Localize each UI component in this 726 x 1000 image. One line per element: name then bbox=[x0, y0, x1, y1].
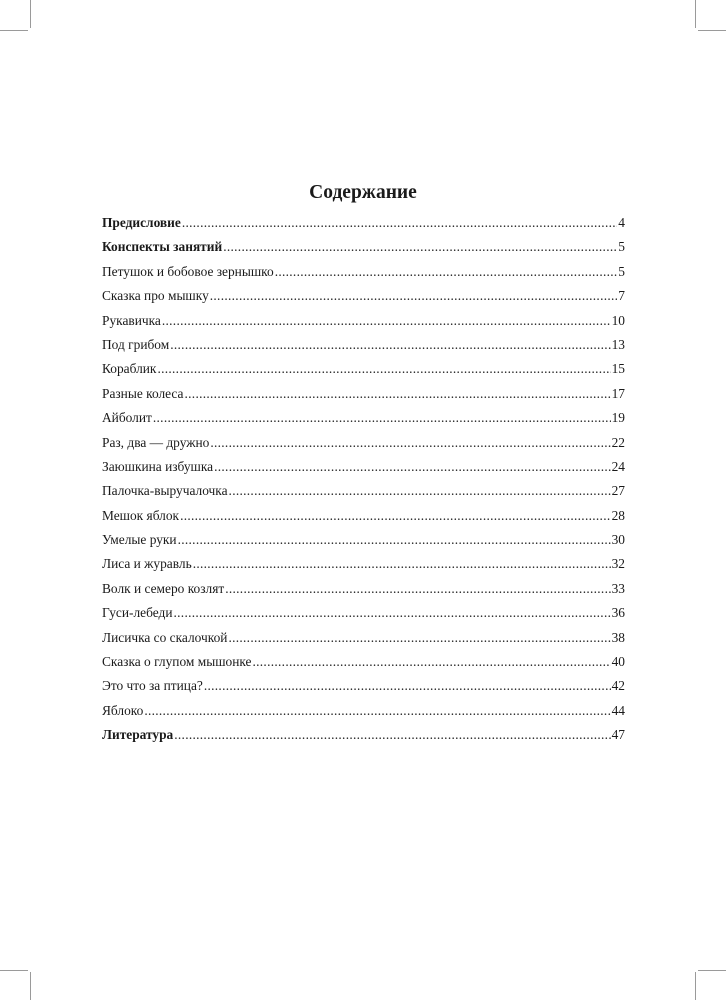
dot-leader bbox=[210, 431, 610, 455]
dot-leader bbox=[153, 406, 611, 430]
dot-leader bbox=[275, 260, 618, 284]
toc-entry-title: Петушок и бобовое зернышко bbox=[102, 263, 274, 279]
toc-entry[interactable] bbox=[102, 431, 625, 455]
toc-entry-title: Это что за птица? bbox=[102, 678, 203, 694]
toc-entry-page-number: 17 bbox=[611, 385, 625, 401]
toc-entry-page-number: 5 bbox=[618, 263, 625, 279]
toc-entry-page-number: 33 bbox=[611, 580, 625, 596]
dot-leader bbox=[225, 577, 610, 601]
toc-entry[interactable] bbox=[102, 455, 625, 479]
toc-entry-title: Лисичка со скалочкой bbox=[102, 629, 228, 645]
toc-entry-title: Рукавичка bbox=[102, 312, 161, 328]
toc-entry-title: Предисловие bbox=[102, 215, 181, 230]
toc-entry-page-number: 7 bbox=[618, 288, 625, 304]
toc-entry[interactable] bbox=[102, 309, 625, 333]
toc-entry[interactable] bbox=[102, 235, 625, 259]
toc-entry-title: Яблоко bbox=[102, 702, 144, 718]
toc-entry-page-number: 27 bbox=[611, 483, 625, 499]
toc-entry-title: Литература bbox=[102, 727, 174, 743]
toc-entry-page-number: 47 bbox=[611, 727, 625, 743]
toc-entry-title: Заюшкина избушка bbox=[102, 458, 214, 474]
dot-leader bbox=[193, 552, 611, 576]
toc-entry[interactable] bbox=[102, 626, 625, 650]
crop-mark-top-right-h bbox=[698, 30, 726, 31]
dot-leader bbox=[214, 455, 611, 479]
toc-entry[interactable] bbox=[102, 260, 625, 284]
dot-leader bbox=[144, 699, 610, 723]
toc-entry-page-number: 22 bbox=[611, 434, 625, 450]
toc-entry[interactable] bbox=[102, 577, 625, 601]
page-title: Содержание bbox=[309, 182, 417, 204]
toc-entry-page-number: 38 bbox=[611, 629, 625, 645]
dot-leader bbox=[185, 382, 611, 406]
dot-leader bbox=[229, 479, 611, 503]
toc-entry-title: Лиса и журавль bbox=[102, 556, 192, 572]
toc-entry-title: Разные колеса bbox=[102, 385, 184, 401]
dot-leader bbox=[174, 723, 610, 747]
toc-entry-page-number: 36 bbox=[611, 605, 625, 621]
toc-entry-page-number: 30 bbox=[611, 532, 625, 548]
dot-leader bbox=[157, 357, 610, 381]
toc-entry[interactable] bbox=[102, 650, 625, 674]
dot-leader bbox=[223, 235, 617, 259]
crop-mark-bottom-right-h bbox=[698, 970, 726, 971]
crop-mark-bottom-left-h bbox=[0, 970, 28, 971]
toc-entry[interactable] bbox=[102, 406, 625, 430]
toc-entry[interactable] bbox=[102, 674, 625, 698]
toc-entry[interactable] bbox=[102, 552, 625, 576]
toc-entry[interactable] bbox=[102, 479, 625, 503]
toc-entry[interactable] bbox=[102, 284, 625, 308]
toc-entry-title: Умелые руки bbox=[102, 532, 177, 548]
toc-entry[interactable] bbox=[102, 601, 625, 625]
table-of-contents bbox=[102, 211, 625, 748]
toc-entry[interactable] bbox=[102, 504, 625, 528]
crop-mark-top-right bbox=[695, 0, 696, 28]
toc-entry[interactable] bbox=[102, 699, 625, 723]
dot-leader bbox=[174, 601, 611, 625]
crop-mark-bottom-right bbox=[695, 972, 696, 1000]
toc-entry-page-number: 40 bbox=[611, 654, 625, 670]
toc-entry-title: Сказка о глупом мышонке bbox=[102, 654, 252, 670]
toc-entry-page-number: 28 bbox=[611, 507, 625, 523]
dot-leader bbox=[228, 626, 610, 650]
crop-mark-top-left-h bbox=[0, 30, 28, 31]
crop-mark-bottom-left bbox=[30, 972, 31, 1000]
toc-entry-page-number: 19 bbox=[611, 410, 625, 426]
toc-entry-page-number: 42 bbox=[611, 678, 625, 694]
toc-entry-page-number: 32 bbox=[611, 556, 625, 572]
toc-entry-title: Под грибом bbox=[102, 336, 170, 352]
toc-entry-title: Конспекты занятий bbox=[102, 239, 223, 255]
toc-entry-title: Айболит bbox=[102, 410, 152, 426]
dot-leader bbox=[210, 284, 618, 308]
dot-leader bbox=[162, 309, 611, 333]
crop-mark-top-left bbox=[30, 0, 31, 28]
dot-leader bbox=[252, 650, 610, 674]
toc-entry-title: Раз, два — дружно bbox=[102, 434, 210, 450]
dot-leader bbox=[182, 211, 617, 235]
toc-entry[interactable] bbox=[102, 357, 625, 381]
toc-entry-title: Сказка про мышку bbox=[102, 288, 209, 304]
toc-entry[interactable] bbox=[102, 211, 625, 235]
toc-entry-title: Мешок яблок bbox=[102, 507, 180, 523]
toc-entry[interactable] bbox=[102, 528, 625, 552]
toc-entry-title: Гуси-лебеди bbox=[102, 605, 173, 621]
toc-entry-page-number: 10 bbox=[611, 312, 625, 328]
toc-entry-page-number: 13 bbox=[611, 336, 625, 352]
toc-entry-title: Палочка-выручалочка bbox=[102, 483, 228, 499]
dot-leader bbox=[180, 504, 611, 528]
toc-entry-title: Кораблик bbox=[102, 361, 157, 377]
toc-entry-page-number: 4 bbox=[618, 215, 625, 230]
toc-entry-page-number: 5 bbox=[618, 239, 625, 255]
toc-entry-title: Волк и семеро козлят bbox=[102, 580, 225, 596]
toc-entry[interactable] bbox=[102, 723, 625, 747]
toc-entry-page-number: 44 bbox=[611, 702, 625, 718]
toc-entry-page-number: 24 bbox=[611, 458, 625, 474]
dot-leader bbox=[178, 528, 611, 552]
toc-entry[interactable] bbox=[102, 333, 625, 357]
dot-leader bbox=[170, 333, 610, 357]
toc-entry[interactable] bbox=[102, 382, 625, 406]
toc-entry-page-number: 15 bbox=[611, 361, 625, 377]
dot-leader bbox=[204, 674, 611, 698]
